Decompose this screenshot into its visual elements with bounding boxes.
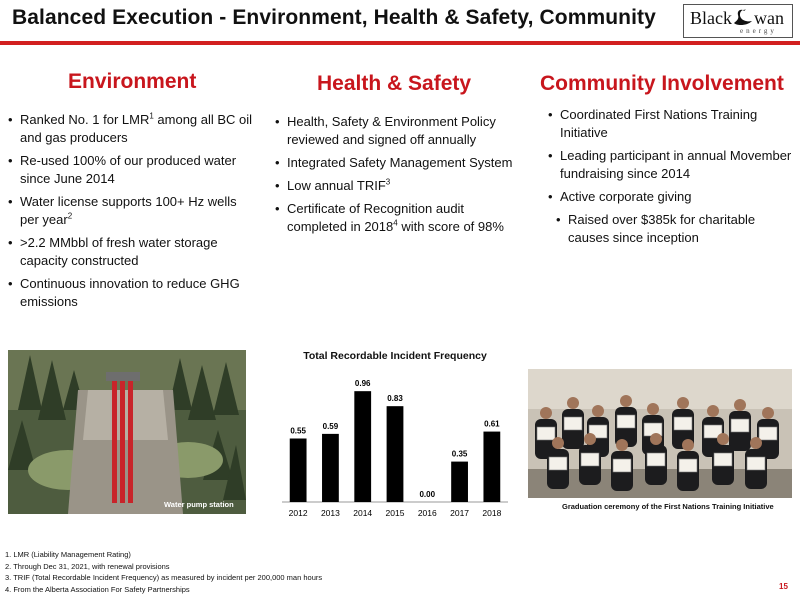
list-item: • Certificate of Recognition audit completed in 2018$^4$ with score of 98%: [275, 200, 525, 236]
list-item: • Continuous innovation to reduce GHG emissions: [8, 275, 256, 311]
health-safety-heading: Health & Safety: [317, 72, 472, 95]
graduation-ceremony-photo: [528, 369, 792, 498]
list-item: • Health, Safety & Environment Policy reviewed and signed off annually: [275, 113, 525, 149]
community-heading: Community Involvement: [540, 72, 784, 95]
logo-tagline: energy: [740, 27, 777, 35]
chart-bar: [290, 439, 307, 503]
chart-title: Total Recordable Incident Frequency: [303, 350, 487, 362]
chart-bar: [483, 432, 500, 502]
data-label: 0.00: [419, 490, 436, 499]
chart-bar: [322, 434, 339, 502]
x-tick-label: 2015: [385, 508, 405, 518]
footnote: 4. From the Alberta Association For Safety Partnerships: [5, 584, 190, 594]
list-item: • Coordinated First Nations Training Initiative: [548, 106, 793, 142]
page-title: Balanced Execution - Environment, Health & Safety, Community: [12, 6, 656, 29]
x-tick-label: 2017: [450, 508, 470, 518]
list-item: • Ranked No. 1 for LMR$^1$ among all BC oil and gas producers: [8, 111, 256, 147]
list-item: • Re-used 100% of our produced water since June 2014: [8, 152, 256, 188]
x-tick-label: 2018: [482, 508, 502, 518]
footnote: 2. Through Dec 31, 2021, with renewal provisions: [5, 561, 170, 571]
photo-caption: Water pump station: [164, 500, 234, 509]
list-item: • Low annual TRIF$^3$: [275, 177, 525, 195]
chart-bar: [451, 462, 468, 502]
environment-bullets: [8, 111, 256, 316]
x-tick-label: 2014: [353, 508, 373, 518]
chart-plot: [270, 345, 520, 525]
trif-chart: [270, 345, 520, 525]
community-bullets: [548, 106, 793, 252]
list-item: • >2.2 MMbbl of fresh water storage capacity constructed: [8, 234, 256, 270]
header-rule: [0, 41, 800, 45]
environment-heading: Environment: [68, 70, 197, 93]
list-item: • Integrated Safety Management System: [275, 154, 525, 172]
logo-wordmark: Black wan: [690, 8, 784, 28]
page-number: 15: [779, 582, 788, 591]
footnotes: [5, 549, 322, 595]
health-safety-bullets: [275, 113, 525, 241]
water-pump-station-photo: [8, 350, 246, 514]
swan-icon: [731, 8, 755, 28]
data-label: 0.55: [290, 426, 306, 436]
x-tick-label: 2013: [320, 508, 340, 518]
data-label: 0.35: [451, 449, 468, 459]
footnote: 1. LMR (Liability Management Rating): [5, 550, 131, 559]
list-item: • Active corporate giving: [548, 188, 793, 206]
list-item: • Water license supports 100+ Hz wells per year$^2$: [8, 193, 256, 229]
list-item: • Leading participant in annual Movember fundraising since 2014: [548, 147, 793, 183]
data-label: 0.59: [322, 421, 339, 431]
data-label: 0.83: [387, 394, 403, 404]
company-logo: [683, 4, 793, 38]
graduation-caption: Graduation ceremony of the First Nations Training Initiative: [562, 502, 774, 511]
footnote: 3. TRIF (Total Recordable Incident Frequency) as measured by incident per 200,000 man hours: [5, 573, 323, 582]
chart-bar: [354, 391, 371, 502]
data-label: 0.96: [354, 379, 371, 389]
data-label: 0.61: [484, 419, 500, 429]
chart-bar: [387, 406, 404, 502]
x-tick-label: 2016: [417, 508, 437, 518]
x-tick-label: 2012: [288, 508, 308, 518]
list-item: • Raised over $385k for charitable causes since inception: [556, 211, 793, 247]
